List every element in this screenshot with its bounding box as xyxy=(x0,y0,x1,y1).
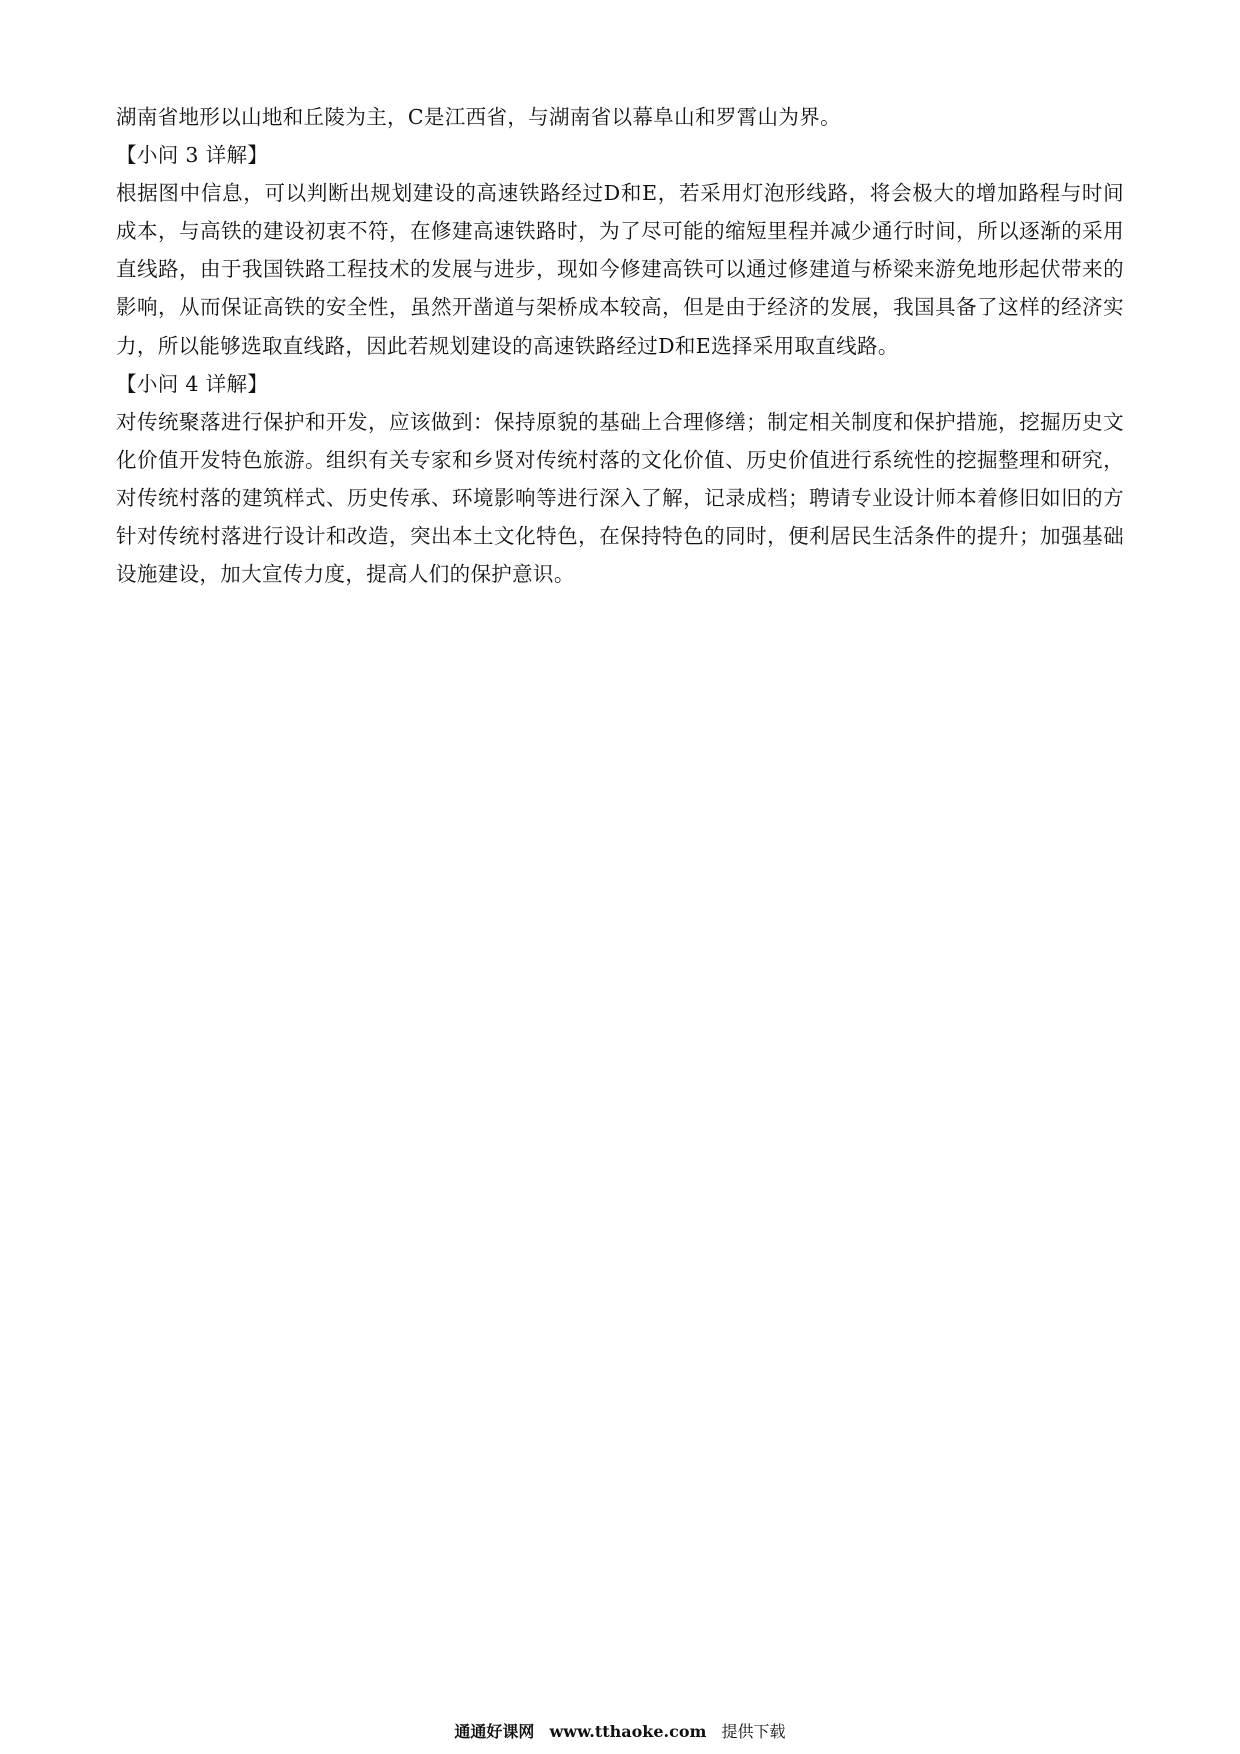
footer-site-name: 通通好课网 xyxy=(454,1722,535,1741)
document-body xyxy=(116,98,1124,593)
intro-paragraph: 湖南省地形以山地和丘陵为主，C是江西省，与湖南省以幕阜山和罗霄山为界。 xyxy=(116,105,841,129)
footer-suffix: 提供下载 xyxy=(721,1722,786,1741)
section-heading-q3: 【小问 3 详解】 xyxy=(116,143,269,168)
footer-url[interactable]: www.tthaoke.com xyxy=(549,1722,707,1741)
section-heading-q4: 【小问 4 详解】 xyxy=(116,371,269,396)
section-paragraph-q4: 对传统聚落进行保护和开发，应该做到：保持原貌的基础上合理修缮；制定相关制度和保护措施，挖掘历史文化价值开发特色旅游。组织有关专家和乡贤对传统村落的文化价值、历史价值进行系统性的挖掘整理和研究，对传统村落的建筑样式、历史传承、环境影响等进行深入了解，记录成档；聘请专业设计师本着修旧如旧的方针对传统村落进行设计和改造，突出本土文化特色，在保持特色的同时，便利居民生活条件的提升；加强基础设施建设，加大宣传力度，提高人们的保护意识。 xyxy=(116,409,1124,587)
section-paragraph-q3: 根据图中信息，可以判断出规划建设的高速铁路经过D和E，若采用灯泡形线路，将会极大的增加路程与时间成本，与高铁的建设初衷不符，在修建高速铁路时，为了尽可能的缩短里程并减少通行时间，所以逐渐的采用直线路，由于我国铁路工程技术的发展与进步，现如今修建高铁可以通过修建道与桥梁来游免地形起伏带来的影响，从而保证高铁的安全性，虽然开凿道与架桥成本较高，但是由于经济的发展，我国具备了这样的经济实力，所以能够选取直线路，因此若规划建设的高速铁路经过D和E选择采用取直线路。 xyxy=(116,181,1124,358)
page-footer xyxy=(0,1722,1240,1742)
